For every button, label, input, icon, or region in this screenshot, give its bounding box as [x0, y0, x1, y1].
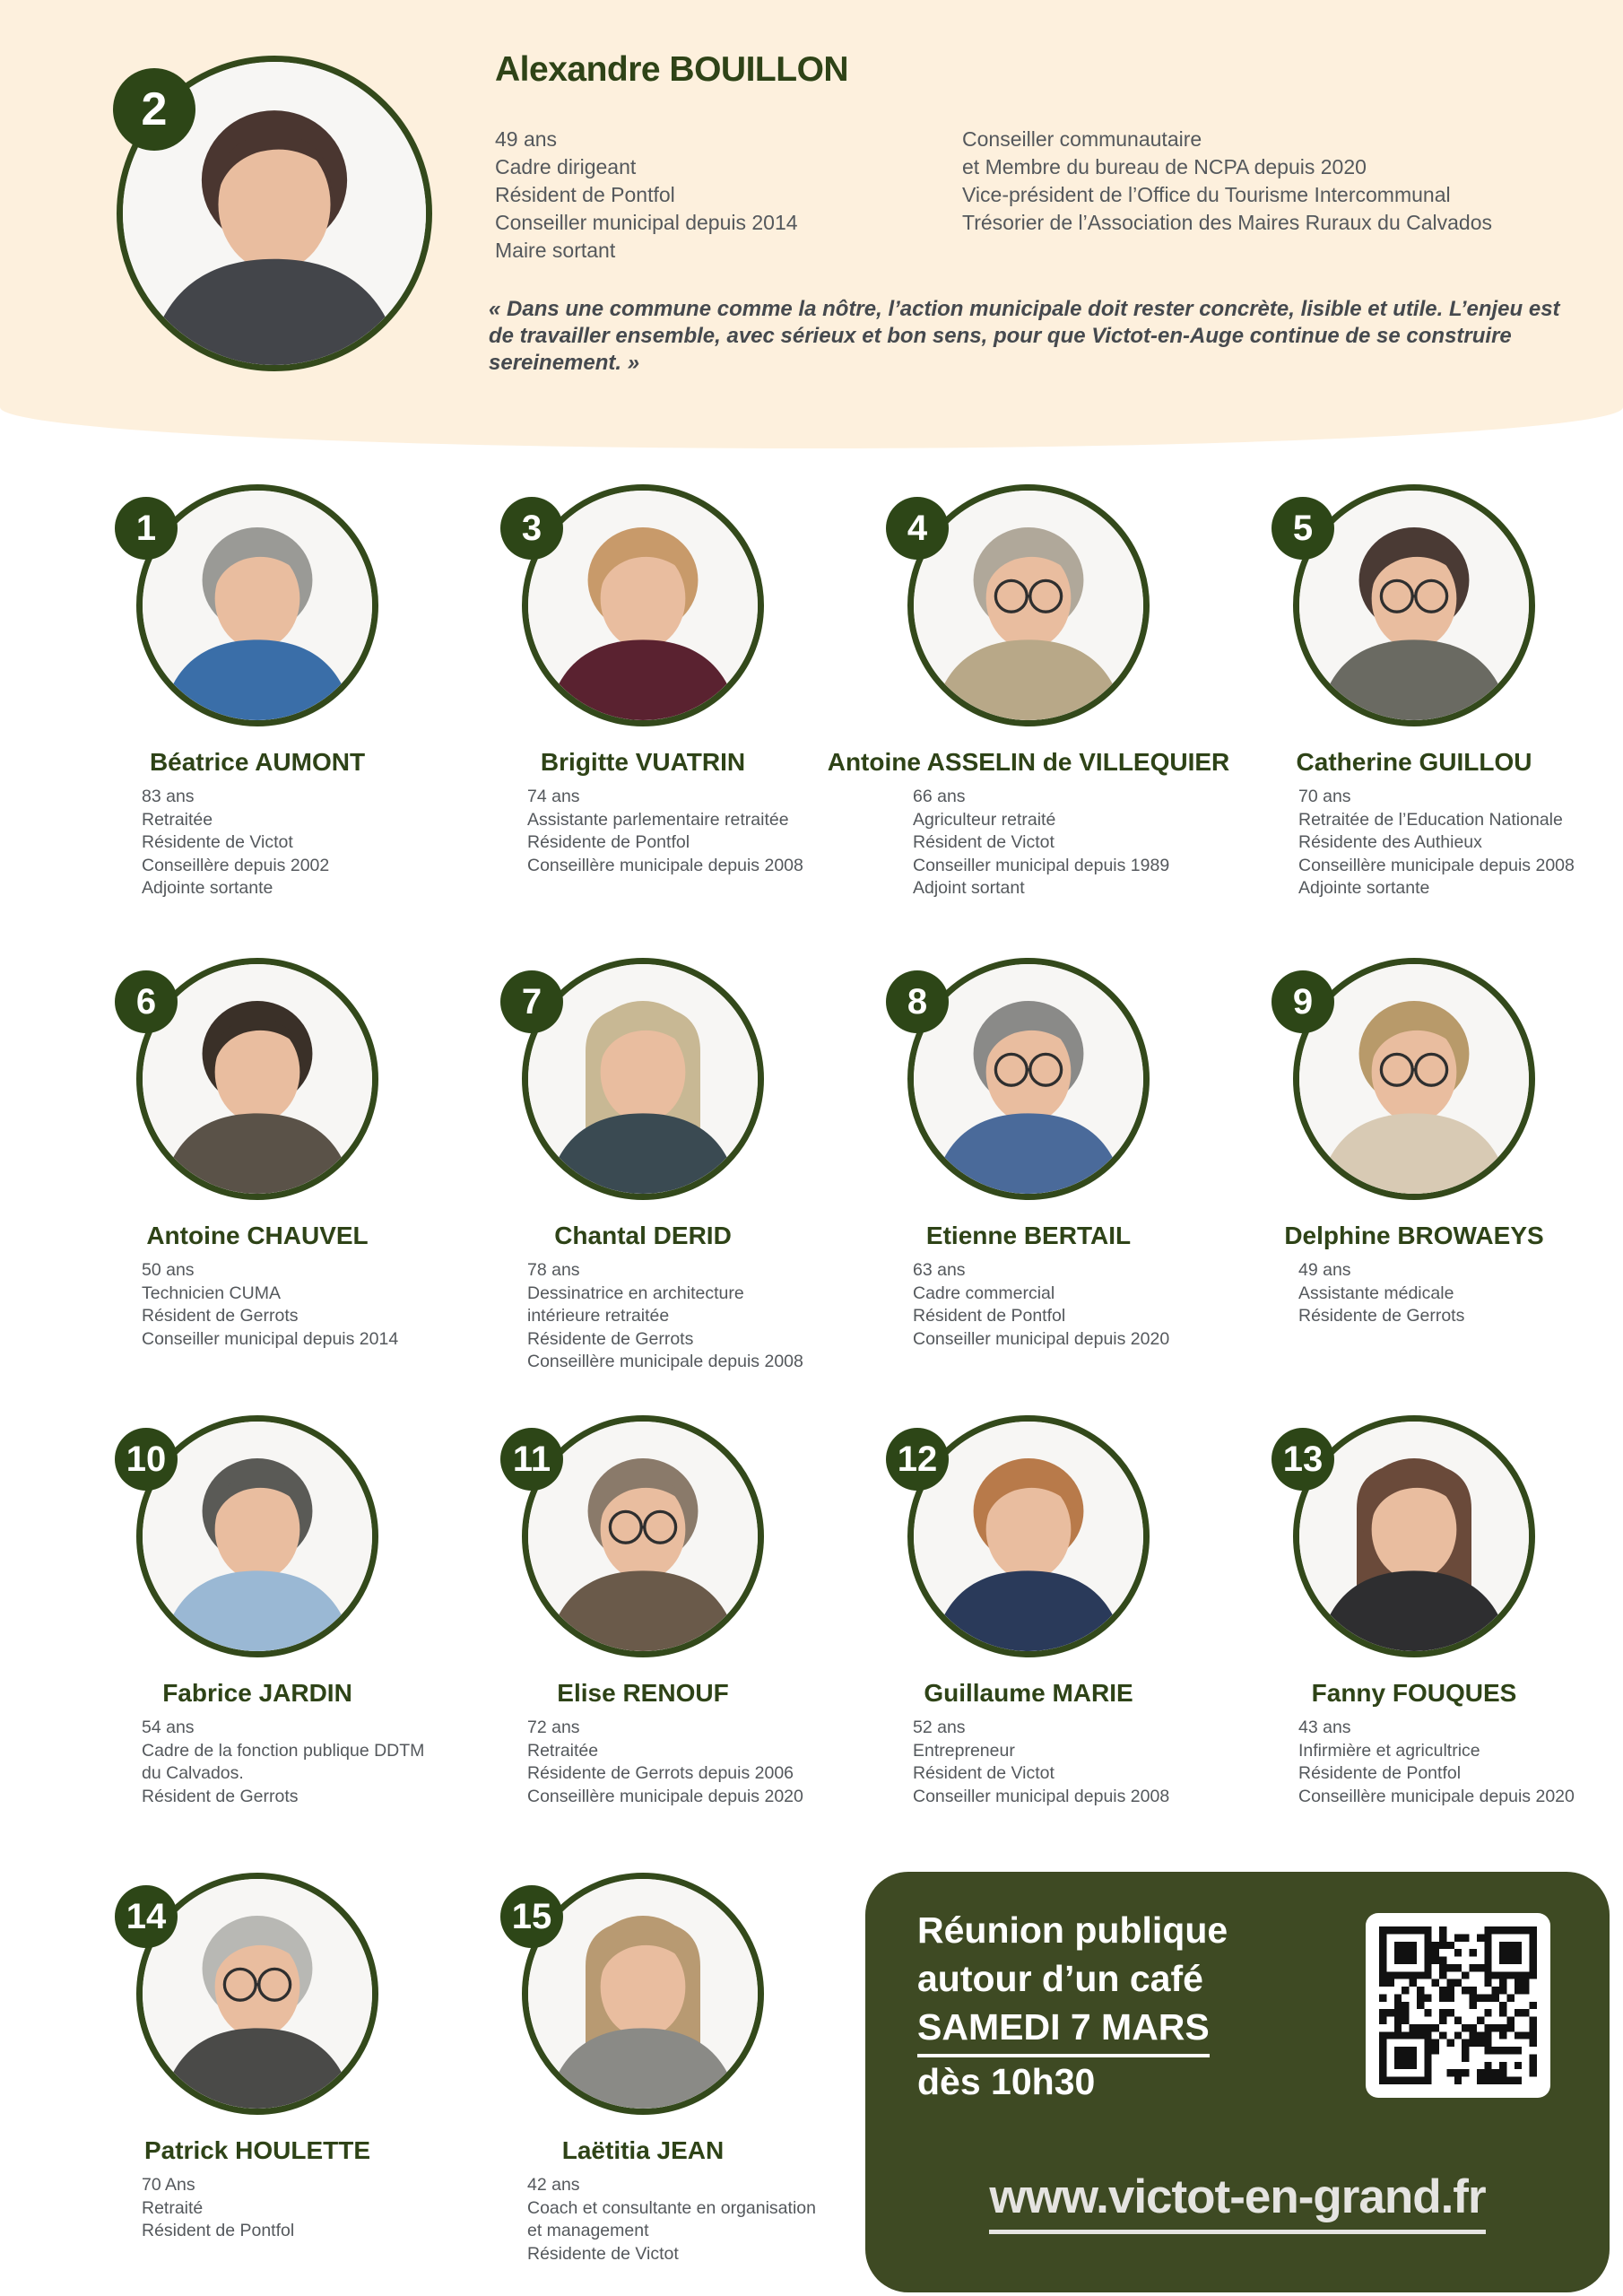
- hero-candidate-name: Alexandre BOUILLON: [495, 50, 849, 89]
- candidate-name: Antoine ASSELIN de VILLEQUIER: [827, 748, 1230, 776]
- candidate-details: [142, 2174, 464, 2243]
- text-line: 42 ans: [527, 2175, 580, 2195]
- event-line: SAMEDI 7 MARS: [917, 2003, 1210, 2057]
- candidate-number-badge: 14: [115, 1885, 178, 1948]
- text-line: Maire sortant: [495, 239, 616, 262]
- text-line: Résidente de Gerrots: [527, 1328, 694, 1349]
- candidate-number-badge: 4: [886, 497, 949, 560]
- candidate-details: [913, 1259, 1236, 1351]
- text-line: Résident de Victot: [913, 832, 1055, 852]
- text-line: 78 ans: [527, 1260, 580, 1280]
- text-line: et Membre du bureau de NCPA depuis 2020: [962, 155, 1367, 178]
- candidate-card: [65, 958, 450, 1406]
- candidate-number-badge: 13: [1271, 1428, 1334, 1491]
- event-line: dès 10h30: [917, 2061, 1096, 2102]
- candidate-details: [527, 1259, 850, 1374]
- candidate-card: [1221, 484, 1607, 933]
- candidate-number-badge: 7: [500, 970, 563, 1033]
- text-line: Conseiller municipal depuis 2020: [913, 1328, 1170, 1349]
- candidate-name: Patrick HOULETTE: [143, 2136, 371, 2164]
- text-line: 70 Ans: [142, 2175, 195, 2195]
- candidate-number-badge: 1: [115, 497, 178, 560]
- text-line: Conseillère municipale depuis 2008: [527, 1352, 803, 1371]
- text-line: Assistante médicale: [1298, 1283, 1454, 1303]
- text-line: Retraitée: [142, 809, 213, 830]
- text-line: 49 ans: [1298, 1260, 1351, 1280]
- text-line: Conseillère municipale depuis 2020: [1298, 1786, 1575, 1806]
- candidate-name: Antoine CHAUVEL: [146, 1222, 369, 1249]
- candidate-details: [142, 1259, 464, 1351]
- candidate-name: Fabrice JARDIN: [162, 1679, 352, 1707]
- text-line: Résident de Gerrots: [142, 1306, 299, 1326]
- text-line: 66 ans: [913, 787, 966, 806]
- candidate-name: Chantal DERID: [554, 1222, 732, 1249]
- text-line: 83 ans: [142, 787, 195, 806]
- candidate-card: [827, 484, 1230, 933]
- event-line: Réunion publique: [917, 1909, 1228, 1951]
- hero-details-right: [962, 126, 1492, 237]
- text-line: Conseiller municipal depuis 2008: [913, 1786, 1170, 1806]
- candidate-number-badge: 9: [1271, 970, 1334, 1033]
- text-line: Adjointe sortante: [142, 878, 273, 898]
- candidate-card: [450, 1873, 836, 2296]
- event-lines: [917, 1906, 1228, 2106]
- candidate-card: [450, 958, 836, 1406]
- hero-number-badge: [113, 68, 195, 151]
- candidate-name: Elise RENOUF: [557, 1679, 729, 1707]
- candidate-number-badge: 3: [500, 497, 563, 560]
- candidate-details: [142, 786, 464, 900]
- text-line: Assistante parlementaire retraitée: [527, 809, 789, 830]
- website-url[interactable]: www.victot-en-grand.fr: [989, 2170, 1485, 2234]
- text-line: Conseiller municipal depuis 1989: [913, 855, 1170, 875]
- candidate-number-badge: 6: [115, 970, 178, 1033]
- candidate-name: Laëtitia JEAN: [561, 2136, 725, 2164]
- text-line: 52 ans: [913, 1718, 966, 1737]
- hero-section: [0, 0, 1623, 448]
- text-line: Résident de Pontfol: [495, 183, 675, 206]
- candidate-card: [1221, 958, 1607, 1406]
- text-line: Résident de Pontfol: [913, 1306, 1066, 1326]
- text-line: Résident de Pontfol: [142, 2221, 295, 2240]
- text-line: Résidente de Victot: [527, 2243, 679, 2264]
- text-line: Infirmière et agricultrice: [1298, 1740, 1480, 1761]
- candidate-details: [913, 786, 1236, 900]
- text-line: Entrepreneur: [913, 1740, 1015, 1761]
- candidate-card: [1221, 1415, 1607, 1864]
- text-line: Conseiller municipal depuis 2014: [495, 211, 798, 234]
- text-line: intérieure retraitée: [527, 1306, 670, 1326]
- text-line: Adjointe sortante: [1298, 878, 1430, 898]
- candidate-card: [65, 484, 450, 933]
- text-line: Résidente de Gerrots depuis 2006: [527, 1763, 794, 1783]
- event-line: autour d’un café: [917, 1958, 1203, 1999]
- text-line: 72 ans: [527, 1718, 580, 1737]
- text-line: Trésorier de l’Association des Maires Ruraux du Calvados: [962, 211, 1493, 234]
- candidate-details: [913, 1717, 1236, 1808]
- candidate-number-badge: 5: [1271, 497, 1334, 560]
- text-line: Dessinatrice en architecture: [527, 1283, 744, 1303]
- text-line: Cadre commercial: [913, 1283, 1055, 1303]
- text-line: Cadre dirigeant: [495, 155, 637, 178]
- candidate-details: [527, 786, 850, 877]
- text-line: Vice-président de l’Office du Tourisme Intercommunal: [962, 183, 1451, 206]
- text-line: du Calvados.: [142, 1763, 244, 1783]
- candidate-number-badge: 15: [500, 1885, 563, 1948]
- candidate-card: [65, 1873, 450, 2296]
- text-line: Résident de Victot: [913, 1763, 1055, 1783]
- text-line: 43 ans: [1298, 1718, 1351, 1737]
- candidate-name: Delphine BROWAEYS: [1284, 1222, 1544, 1249]
- candidate-card: [450, 1415, 836, 1864]
- candidate-number-badge: 12: [886, 1428, 949, 1491]
- qr-code: [1366, 1913, 1550, 2098]
- candidate-name: Brigitte VUATRIN: [540, 748, 746, 776]
- candidate-name: Guillaume MARIE: [924, 1679, 1133, 1707]
- candidate-number-badge: 8: [886, 970, 949, 1033]
- text-line: Technicien CUMA: [142, 1283, 281, 1303]
- text-line: 63 ans: [913, 1260, 966, 1280]
- text-line: Retraitée de l’Education Nationale: [1298, 809, 1563, 830]
- text-line: Résidente de Victot: [142, 832, 293, 852]
- candidate-number-badge: 11: [500, 1428, 563, 1491]
- text-line: 70 ans: [1298, 787, 1351, 806]
- text-line: 74 ans: [527, 787, 580, 806]
- text-line: Résidente des Authieux: [1298, 832, 1482, 852]
- candidate-card: [65, 1415, 450, 1864]
- hero-number: 2: [141, 83, 168, 135]
- candidate-card: [836, 1415, 1221, 1864]
- text-line: Résident de Gerrots: [142, 1786, 299, 1806]
- website-link[interactable]: [865, 2170, 1610, 2224]
- candidate-name: Etienne BERTAIL: [925, 1222, 1132, 1249]
- hero-quote: « Dans une commune comme la nôtre, l’action municipale doit rester concrète, lisible et utile. L’enjeu est de travailler ensemble, avec sérieux et bon sens, pour que Victot-en-Auge continue de se construire sereinement. »: [489, 297, 1560, 375]
- text-line: Conseiller communautaire: [962, 127, 1202, 151]
- text-line: 49 ans: [495, 127, 558, 151]
- candidate-name: Fanny FOUQUES: [1311, 1679, 1517, 1707]
- text-line: Coach et consultante en organisation: [527, 2197, 816, 2218]
- text-line: Conseiller municipal depuis 2014: [142, 1328, 399, 1349]
- text-line: Résidente de Gerrots: [1298, 1306, 1465, 1326]
- text-line: Résidente de Pontfol: [1298, 1763, 1462, 1783]
- candidate-details: [1298, 1259, 1621, 1328]
- text-line: Adjoint sortant: [913, 878, 1025, 898]
- candidate-details: [527, 2174, 850, 2266]
- text-line: Résidente de Pontfol: [527, 832, 690, 852]
- event-box: [865, 1872, 1610, 2292]
- text-line: Cadre de la fonction publique DDTM: [142, 1740, 425, 1761]
- text-line: 50 ans: [142, 1260, 195, 1280]
- text-line: Conseillère municipale depuis 2020: [527, 1786, 803, 1806]
- text-line: Conseillère municipale depuis 2008: [1298, 855, 1575, 875]
- candidate-number-badge: 10: [115, 1428, 178, 1491]
- candidate-details: [1298, 1717, 1621, 1808]
- candidate-card: [836, 958, 1221, 1406]
- text-line: et management: [527, 2221, 649, 2240]
- candidate-name: Catherine GUILLOU: [1296, 748, 1532, 776]
- candidate-card: [450, 484, 836, 933]
- text-line: Retraitée: [527, 1740, 599, 1761]
- candidate-name: Béatrice AUMONT: [149, 748, 366, 776]
- text-line: Conseillère depuis 2002: [142, 855, 330, 875]
- candidate-details: [142, 1717, 464, 1808]
- candidate-details: [527, 1717, 850, 1808]
- candidate-details: [1298, 786, 1621, 900]
- text-line: 54 ans: [142, 1718, 195, 1737]
- hero-details-left: [495, 126, 798, 265]
- text-line: Retraité: [142, 2197, 204, 2218]
- text-line: Agriculteur retraité: [913, 809, 1056, 830]
- text-line: Conseillère municipale depuis 2008: [527, 855, 803, 875]
